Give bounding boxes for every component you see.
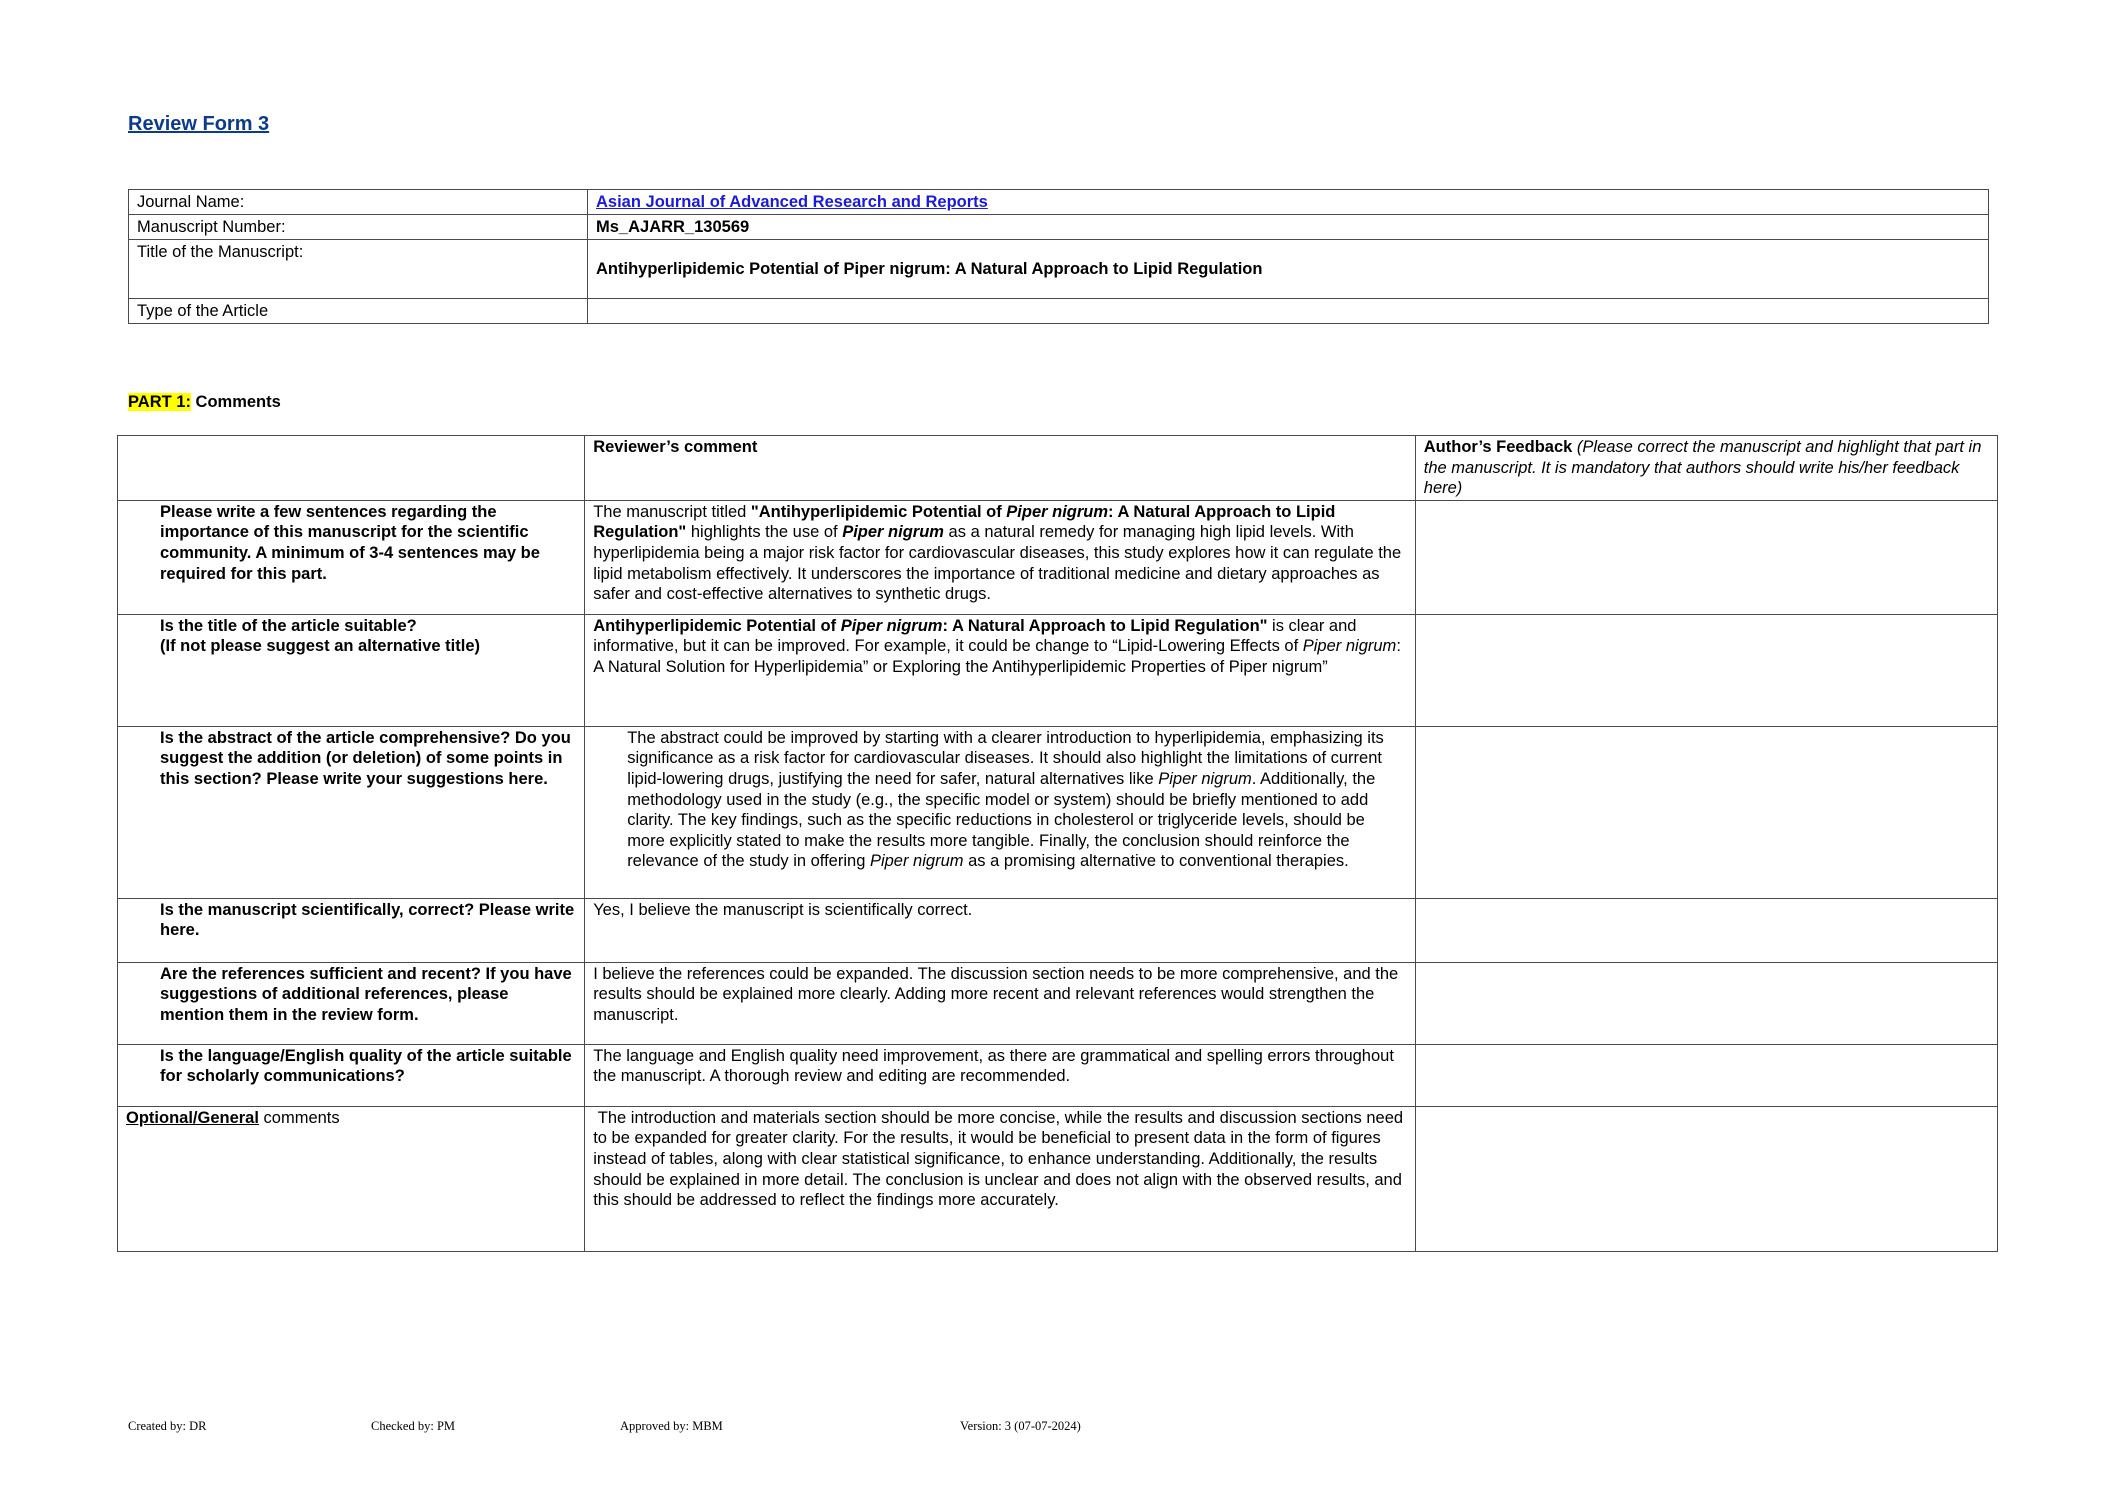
part-title: Comments — [190, 393, 281, 411]
table-row — [118, 500, 1998, 614]
header-author-feedback — [1415, 436, 1997, 501]
author-feedback-instructions: (Please correct the manuscript and highlight that part in the manuscript. It is mandatory that authors should write his/her feedback here) — [1423, 438, 1982, 498]
comment-text: : A Natural Approach to Lipid Regulation" — [593, 502, 1336, 542]
author-feedback-cell[interactable] — [1415, 1044, 1997, 1106]
comment-text: Piper nigrum — [869, 852, 964, 871]
table-row — [118, 962, 1998, 1044]
comment-text: : A Natural Solution for Hyperlipidemia” or Exploring the Antihyperlipidemic Properties of Piper nigrum” — [593, 637, 1401, 676]
question-cell: Please write a few sentences regarding the importance of this manuscript for the scientific community. A minimum of 3-4 sentences may be required for this part. — [118, 500, 585, 614]
comment-text: as a promising alternative to conventional therapies. — [963, 852, 1349, 871]
article-type-label: Type of the Article — [129, 299, 588, 324]
author-feedback-cell[interactable] — [1415, 1106, 1997, 1251]
approved-by: Approved by: MBM — [620, 1419, 723, 1433]
optional-label: Optional/General — [126, 1108, 259, 1127]
question-line: (If not please suggest an alternative title) — [160, 637, 480, 656]
manuscript-info-table — [128, 189, 1989, 324]
manuscript-title-value: Antihyperlipidemic Potential of Piper nigrum: A Natural Approach to Lipid Regulation — [588, 240, 1989, 299]
header-reviewer-comment: Reviewer’s comment — [585, 436, 1416, 501]
comment-text: The abstract could be improved by starting with a clearer introduction to hyperlipidemia, emphasizing its significance as a risk factor for cardiovascular diseases. It should also highlight the limitations of current lipid-lowering drugs, justifying the need for safer, natural alternatives like — [627, 728, 1384, 788]
author-feedback-cell[interactable] — [1415, 898, 1997, 962]
question-cell: Are the references sufficient and recent? If you have suggestions of additional references, please mention them in the review form. — [118, 962, 585, 1044]
optional-comments-row — [118, 1106, 1998, 1251]
part-heading — [128, 393, 281, 412]
version: Version: 3 (07-07-2024) — [960, 1419, 1081, 1433]
reviewer-comment-cell — [585, 726, 1416, 898]
created-by: Created by: DR — [128, 1419, 207, 1433]
article-type-value — [588, 299, 1989, 324]
comment-text: . Additionally, the methodology used in the study (e.g., the specific model or system) should be briefly mentioned to add clarity. The key findings, such as the specific reductions in cholesterol or triglyceride levels, should be more explicitly stated to make the results more tangible. Finally, the conclusion should reinforce the relevance of the study in offering — [627, 769, 1376, 871]
table-row — [118, 1044, 1998, 1106]
question-cell — [118, 614, 585, 726]
comment-text: Piper nigrum — [840, 616, 943, 635]
footer — [128, 1419, 1128, 1439]
reviewer-comment-cell: I believe the references could be expanded. The discussion section needs to be more comprehensive, and the results should be explained more clearly. Adding more recent and relevant references would strengthen the manuscript. — [585, 962, 1416, 1044]
comment-text: "Antihyperlipidemic Potential of — [750, 502, 1007, 521]
comment-text: Antihyperlipidemic Potential of — [593, 616, 841, 635]
reviewer-comment-cell — [585, 614, 1416, 726]
manuscript-number-value: Ms_AJARR_130569 — [588, 215, 1989, 240]
manuscript-number-label: Manuscript Number: — [129, 215, 588, 240]
journal-cell — [588, 190, 1989, 215]
form-title: Review Form 3 — [128, 113, 270, 135]
comments-table — [117, 435, 1998, 1252]
author-feedback-cell[interactable] — [1415, 726, 1997, 898]
table-row — [118, 726, 1998, 898]
comment-text: highlights the use of — [686, 523, 843, 542]
comment-text: The manuscript titled — [593, 502, 751, 521]
author-feedback-cell[interactable] — [1415, 614, 1997, 726]
question-cell: Is the abstract of the article comprehensive? Do you suggest the addition (or deletion) of some points in this section? Please write your suggestions here. — [118, 726, 585, 898]
comment-text: Piper nigrum — [1302, 637, 1397, 656]
reviewer-comment-cell: The introduction and materials section should be more concise, while the results and discussion sections need to be expanded for greater clarity. For the results, it would be beneficial to present data in the form of figures instead of tables, along with clear statistical significance, to enhance understanding. Additionally, the results should be explained in more detail. The conclusion is unclear and does not align with the observed results, and this should be addressed to reflect the findings more accurately. — [585, 1106, 1416, 1251]
comment-text: Piper nigrum — [842, 523, 944, 542]
manuscript-title-label: Title of the Manuscript: — [129, 240, 588, 299]
comment-text: is clear and informative, but it can be improved. For example, it could be change to “Lipid-Lowering Effects of — [593, 616, 1357, 656]
reviewer-comment-cell — [585, 500, 1416, 614]
optional-label-rest: comments — [258, 1108, 340, 1127]
table-row — [118, 614, 1998, 726]
checked-by: Checked by: PM — [371, 1419, 456, 1433]
article-type-row — [129, 299, 1989, 324]
question-cell: Is the language/English quality of the article suitable for scholarly communications? — [118, 1044, 585, 1106]
part-label: PART 1: — [128, 393, 191, 411]
question-line: Is the title of the article suitable? — [160, 616, 417, 635]
manuscript-number-row — [129, 215, 1989, 240]
manuscript-title-row — [129, 240, 1989, 299]
comment-text: Piper nigrum — [1158, 769, 1252, 788]
author-feedback-title: Author’s Feedback — [1423, 438, 1573, 456]
comment-text: Piper nigrum — [1006, 502, 1109, 521]
comment-text: as a natural remedy for managing high lipid levels. With hyperlipidemia being a major risk factor for cardiovascular diseases, this study explores how it can regulate the lipid metabolism effectively. It underscores the importance of traditional medicine and dietary approaches as safer and cost-effective alternatives to synthetic drugs. — [593, 523, 1402, 604]
reviewer-comment-cell: Yes, I believe the manuscript is scientifically correct. — [585, 898, 1416, 962]
comment-text: : A Natural Approach to Lipid Regulation" — [942, 616, 1268, 635]
journal-label: Journal Name: — [129, 190, 588, 215]
author-feedback-cell[interactable] — [1415, 500, 1997, 614]
comments-header-row — [118, 436, 1998, 501]
question-cell: Is the manuscript scientifically, correct? Please write here. — [118, 898, 585, 962]
optional-label-cell — [118, 1106, 585, 1251]
author-feedback-cell[interactable] — [1415, 962, 1997, 1044]
journal-link[interactable]: Asian Journal of Advanced Research and Reports — [596, 193, 988, 211]
table-row — [118, 898, 1998, 962]
reviewer-comment-cell: The language and English quality need improvement, as there are grammatical and spelling errors throughout the manuscript. A thorough review and editing are recommended. — [585, 1044, 1416, 1106]
header-blank-cell — [118, 436, 585, 501]
journal-row — [129, 190, 1989, 215]
